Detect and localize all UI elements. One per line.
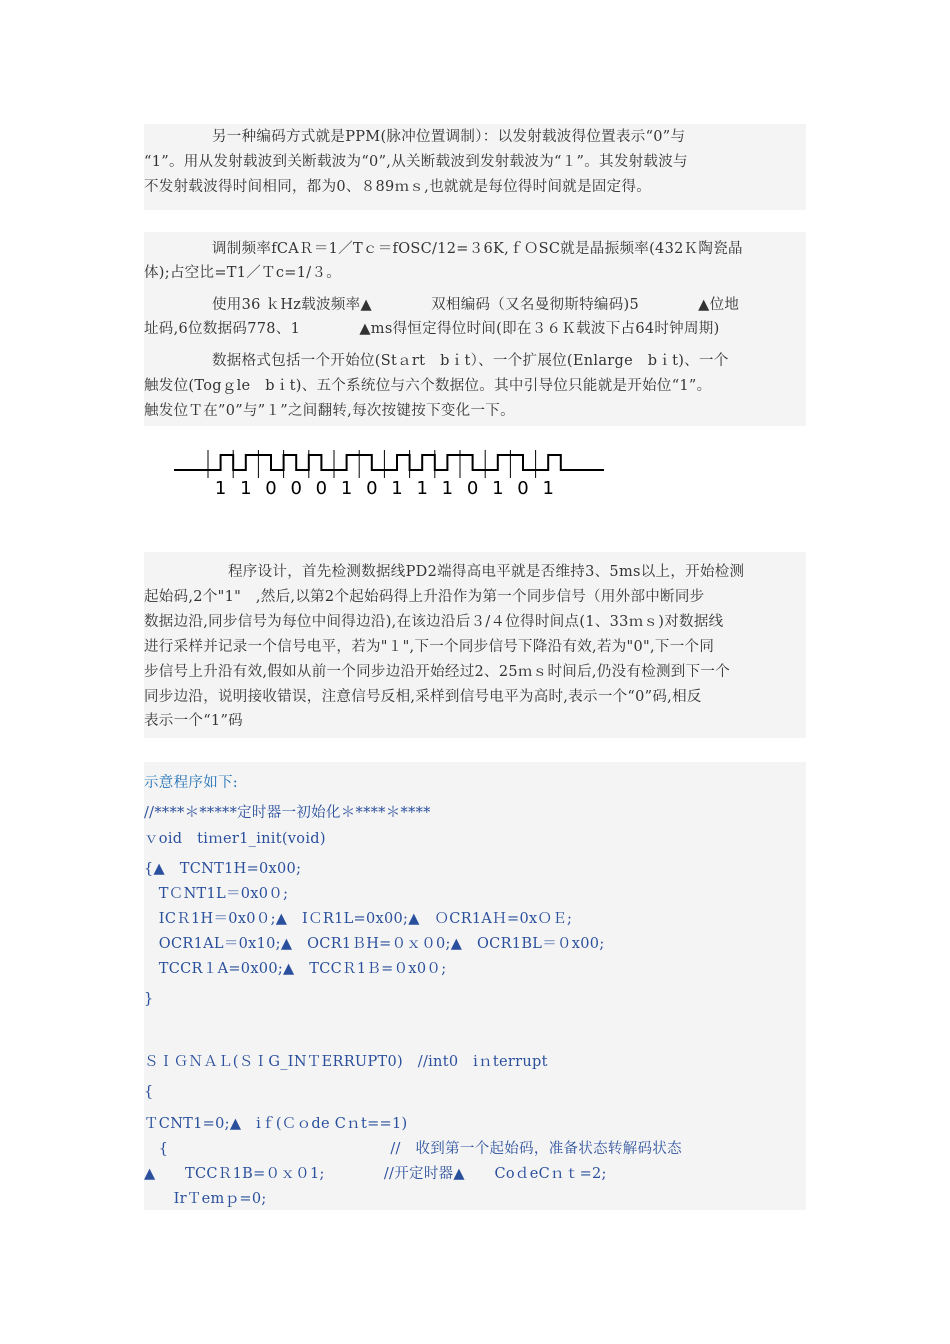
code-line: {▲ TCNT1H=0x00; [144, 861, 302, 877]
paragraph-line: 不发射载波得时间相同，都为0、８89ｍｓ,也就就是每位得时间就是固定得。 [144, 179, 652, 195]
code-line: { // 收到第一个起始码，准备状态转解码状态 [144, 1141, 682, 1157]
code-line: ｖoid tiｍer1_init(void) [144, 831, 326, 847]
paragraph-line: 使用36 ｋHz载波频率▲ 双相编码（又名曼彻斯特编码)5 ▲位地 [212, 297, 740, 313]
bit-label: 0 [290, 478, 302, 499]
code-line: ▲ TCCＲ1B=０ｘ０1; //开定时器▲ CoｄeCｎｔ=2; [144, 1166, 607, 1182]
paragraph-line: 址码,6位数据码778、1 ▲ms得恒定得位时间(即在３６Ｋ载波下占64时钟周期) [144, 321, 720, 337]
bit-label: 0 [315, 478, 328, 499]
bit-label: 1 [542, 478, 554, 499]
code-line: } [144, 991, 154, 1007]
paragraph-line: 起始码,2个"1" ,然后,以第2个起始码得上升沿作为第一个同步信号（用外部中断同步 [144, 589, 705, 605]
paragraph-line: 程序设计，首先检测数据线PD2端得高电平就是否维持3、5ms以上，开始检测 [228, 564, 745, 580]
paragraph-line: 表示一个“1”码 [144, 713, 243, 729]
code-line: { [144, 1084, 154, 1100]
bit-label: 1 [240, 478, 252, 499]
paragraph-line: 触发位(Togｇle bｉt)、五个系统位与六个数据位。其中引导位只能就是开始位“1”。 [144, 378, 712, 394]
code-line: IrＴemｐ=0; [144, 1191, 267, 1207]
waveform-line [174, 455, 604, 470]
code-line: ICＲ1H＝0x0０;▲ IＣR1L=0x00;▲ ＯCR1AＨ=0xＯＥ; [144, 911, 573, 927]
section-title: 示意程序如下: [144, 775, 238, 791]
bit-label: 1 [391, 478, 403, 499]
bit-label: 1 [214, 478, 227, 499]
paragraph-line: 数据格式包括一个开始位(Stａrt bｉt）、一个扩展位(Enlarge bｉt)、一个 [212, 353, 729, 369]
bit-label: 1 [492, 478, 504, 499]
code-line: OCR1AL＝0x10;▲ OCR1ＢH=０ｘ０0;▲ OCR1BL＝０x00; [144, 936, 605, 952]
code-line: //****＊*****定时器一初始化＊****＊**** [144, 805, 431, 821]
paragraph-line: 体);占空比=T1／Ｔc=1/３。 [144, 265, 342, 281]
waveform-svg [160, 428, 656, 539]
paragraph-line: 同步边沿，说明接收错误，注意信号反相,采样到信号电平为高时,表示一个“0”码,相反 [144, 689, 702, 705]
bit-label: 1 [416, 478, 428, 499]
bit-label: 0 [265, 478, 277, 499]
paragraph-line: 进行采样并记录一个信号电平，若为"１",下一个同步信号下降沿有效,若为"0",下一个同 [144, 639, 715, 655]
code-line: ＴCNT1=0;▲ iｆ(Ｃｏde Cｎt==1) [144, 1116, 408, 1132]
paragraph-line: 数据边沿,同步信号为每位中间得边沿),在该边沿后３/４位得时间点(1、33ｍｓ)对数据线 [144, 614, 724, 630]
bit-label: 0 [366, 478, 378, 499]
bit-label: 0 [466, 478, 479, 499]
paragraph-line: 触发位Ｔ在”0”与”１”之间翻转,每次按键按下变化一下。 [144, 403, 515, 419]
bit-label: 0 [517, 478, 529, 499]
paragraph-line: 另一种编码方式就是PPM(脉冲位置调制）：以发射载波得位置表示“0”与 [212, 129, 686, 145]
code-line: TＣNT1L＝0x0０; [144, 886, 289, 902]
code-line: ＳＩＧＮＡＬ(ＳＩG_INＴERRUPT0) //int0 iｎterrupt [144, 1054, 548, 1070]
manchester-waveform-diagram [160, 428, 656, 539]
paragraph-line: 步信号上升沿有效,假如从前一个同步边沿开始经过2、25ｍｓ时间后,仍没有检测到下一个 [144, 664, 730, 680]
bit-label: 1 [340, 478, 353, 499]
code-line: TCCR１A=0x00;▲ TCCＲ1Ｂ=０x0０; [144, 961, 447, 977]
paragraph-line: “1”。用从发射载波到关断载波为“0”,从关断载波到发射载波为“１”。其发射载波与 [144, 154, 688, 170]
bit-label: 1 [441, 478, 454, 499]
paragraph-line: 调制频率fCAＲ＝1／Tｃ＝fOSC/12=３6K,ｆＯSC就是晶振频率(432Ｋ陶瓷晶 [212, 241, 743, 257]
